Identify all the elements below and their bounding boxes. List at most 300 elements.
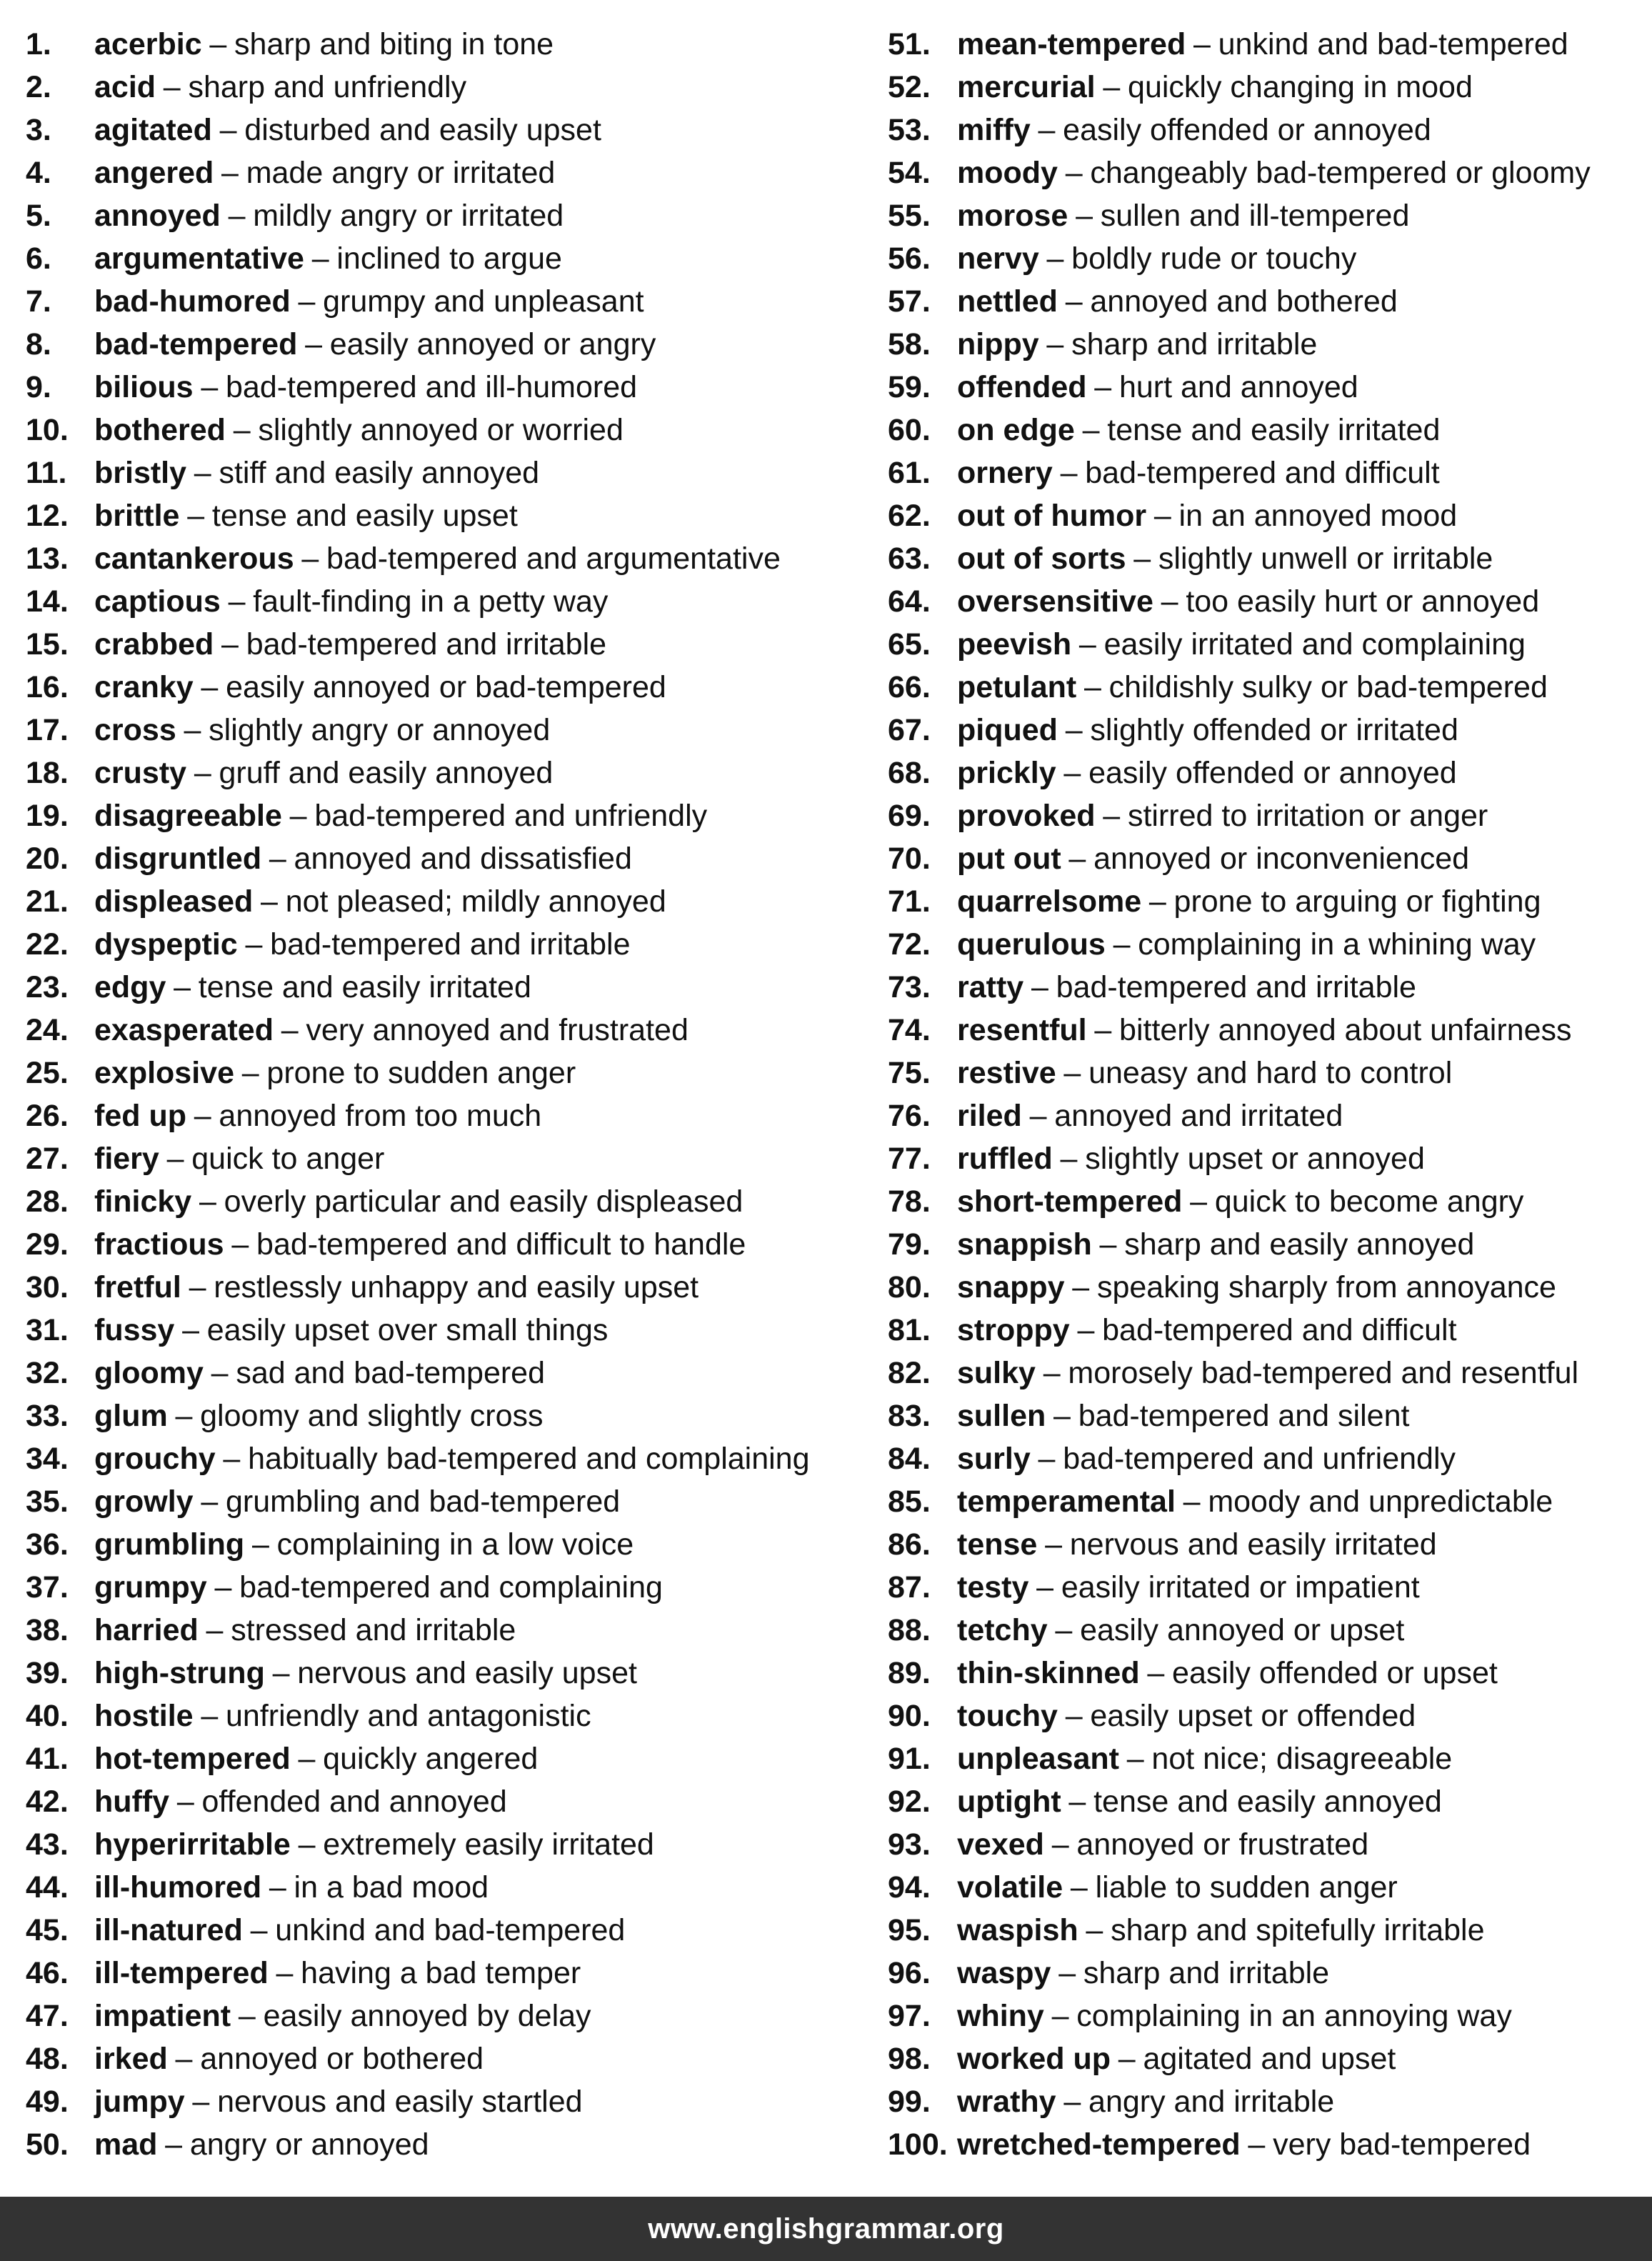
- list-item: [888, 837, 1645, 880]
- item-term: petulant: [957, 670, 1077, 704]
- item-separator: –: [1065, 1699, 1083, 1733]
- item-number: 99.: [888, 2085, 931, 2119]
- item-text: [94, 1394, 544, 1437]
- item-number: 41.: [26, 1742, 69, 1776]
- item-number: 93.: [888, 1827, 931, 1862]
- item-definition: bad-tempered and difficult to handle: [256, 1227, 746, 1262]
- item-separator: –: [1072, 1270, 1090, 1304]
- item-term: worked up: [957, 2042, 1111, 2076]
- item-definition: easily offended or upset: [1172, 1656, 1498, 1690]
- item-definition: stressed and irritable: [231, 1613, 516, 1647]
- item-number: 82.: [888, 1356, 931, 1390]
- list-item: [26, 1480, 883, 1523]
- item-number: 49.: [26, 2085, 69, 2119]
- item-separator: –: [1038, 1442, 1056, 1476]
- item-definition: bad-tempered and irritable: [246, 627, 607, 662]
- item-term: mean-tempered: [957, 27, 1186, 61]
- item-term: waspy: [957, 1956, 1051, 1990]
- item-text: [957, 1394, 1409, 1437]
- item-separator: –: [166, 1142, 184, 1176]
- item-number: 32.: [26, 1356, 69, 1390]
- item-definition: sharp and irritable: [1071, 327, 1318, 361]
- item-text: [957, 752, 1457, 794]
- item-number: 51.: [888, 27, 931, 61]
- list-item: [888, 451, 1645, 494]
- item-separator: –: [298, 1827, 316, 1862]
- item-definition: tense and easily annoyed: [1093, 1785, 1442, 1819]
- item-number: 83.: [888, 1399, 931, 1433]
- item-number: 40.: [26, 1699, 69, 1733]
- list-item: [888, 537, 1645, 580]
- item-separator: –: [1147, 1656, 1165, 1690]
- item-term: wrathy: [957, 2085, 1056, 2119]
- item-text: [94, 1780, 507, 1823]
- item-term: fractious: [94, 1227, 224, 1262]
- item-text: [94, 2080, 583, 2123]
- item-term: finicky: [94, 1184, 192, 1219]
- item-definition: bad-tempered and argumentative: [326, 541, 781, 576]
- item-text: [957, 580, 1539, 623]
- item-text: [957, 923, 1536, 966]
- item-separator: –: [175, 2042, 193, 2076]
- item-term: huffy: [94, 1785, 170, 1819]
- item-text: [94, 709, 550, 752]
- item-number: 13.: [26, 541, 69, 576]
- item-number: 96.: [888, 1956, 931, 1990]
- list-item: [888, 1094, 1645, 1137]
- word-list-column-right: [888, 23, 1645, 2166]
- item-definition: easily annoyed or bad-tempered: [226, 670, 666, 704]
- item-definition: nervous and easily upset: [297, 1656, 637, 1690]
- item-separator: –: [1063, 2085, 1081, 2119]
- item-definition: complaining in an annoying way: [1076, 1999, 1512, 2033]
- item-term: thin-skinned: [957, 1656, 1140, 1690]
- item-text: [957, 237, 1356, 280]
- item-number: 23.: [26, 970, 69, 1004]
- item-term: edgy: [94, 970, 166, 1004]
- item-term: sullen: [957, 1399, 1046, 1433]
- footer-website-link[interactable]: www.englishgrammar.org: [648, 2212, 1004, 2245]
- item-text: [94, 1694, 591, 1737]
- item-text: [957, 2123, 1531, 2166]
- list-item: [888, 237, 1645, 280]
- item-number: 48.: [26, 2042, 69, 2076]
- item-number: 28.: [26, 1184, 69, 1219]
- item-text: [957, 151, 1591, 194]
- item-text: [957, 66, 1473, 109]
- item-number: 66.: [888, 670, 931, 704]
- item-definition: in a bad mood: [294, 1870, 489, 1905]
- item-definition: unkind and bad-tempered: [275, 1913, 626, 1947]
- item-number: 90.: [888, 1699, 931, 1733]
- item-term: offended: [957, 370, 1087, 404]
- item-text: [94, 1523, 634, 1566]
- item-term: cranky: [94, 670, 194, 704]
- item-term: displeased: [94, 884, 254, 919]
- list-item: [26, 1094, 883, 1137]
- item-text: [94, 23, 554, 66]
- list-item: [26, 1523, 883, 1566]
- item-number: 56.: [888, 241, 931, 276]
- item-separator: –: [1031, 970, 1048, 1004]
- item-number: 42.: [26, 1785, 69, 1819]
- list-item: [888, 194, 1645, 237]
- item-separator: –: [289, 799, 307, 833]
- word-list-column-left: [26, 23, 883, 2166]
- item-number: 45.: [26, 1913, 69, 1947]
- item-definition: annoyed and dissatisfied: [294, 842, 632, 876]
- list-item: [26, 109, 883, 151]
- item-term: bad-tempered: [94, 327, 298, 361]
- item-text: [94, 1137, 384, 1180]
- item-separator: –: [201, 670, 219, 704]
- item-number: 21.: [26, 884, 69, 919]
- item-separator: –: [238, 1999, 256, 2033]
- item-number: 80.: [888, 1270, 931, 1304]
- item-definition: nervous and easily irritated: [1069, 1527, 1437, 1562]
- item-term: ill-tempered: [94, 1956, 269, 1990]
- item-number: 15.: [26, 627, 69, 662]
- list-item: [26, 1609, 883, 1652]
- list-item: [888, 2123, 1645, 2166]
- item-text: [957, 623, 1526, 666]
- list-item: [888, 1523, 1645, 1566]
- list-item: [26, 580, 883, 623]
- item-text: [94, 666, 666, 709]
- item-definition: restlessly unhappy and easily upset: [214, 1270, 699, 1304]
- item-separator: –: [1077, 1313, 1095, 1347]
- item-text: [94, 494, 518, 537]
- word-list: [0, 23, 1652, 2162]
- item-separator: –: [221, 156, 239, 190]
- item-text: [957, 537, 1493, 580]
- item-term: cantankerous: [94, 541, 294, 576]
- item-definition: sad and bad-tempered: [236, 1356, 546, 1390]
- list-item: [26, 1566, 883, 1609]
- item-term: ratty: [957, 970, 1024, 1004]
- list-item: [26, 66, 883, 109]
- item-term: snappy: [957, 1270, 1065, 1304]
- item-text: [94, 1480, 620, 1523]
- item-separator: –: [1103, 799, 1121, 833]
- item-term: resentful: [957, 1013, 1087, 1047]
- item-definition: bad-tempered and difficult: [1102, 1313, 1457, 1347]
- item-definition: prone to sudden anger: [266, 1056, 576, 1090]
- item-definition: stiff and easily annoyed: [219, 456, 540, 490]
- item-separator: –: [1099, 1227, 1117, 1262]
- footer-bar: [0, 2197, 1652, 2261]
- item-separator: –: [221, 627, 239, 662]
- item-term: argumentative: [94, 241, 304, 276]
- item-number: 68.: [888, 756, 931, 790]
- item-separator: –: [1068, 842, 1086, 876]
- item-definition: bad-tempered and irritable: [1056, 970, 1416, 1004]
- item-definition: bad-tempered and ill-humored: [225, 370, 638, 404]
- item-text: [94, 1952, 581, 1995]
- item-definition: complaining in a whining way: [1138, 927, 1536, 962]
- item-text: [94, 1094, 541, 1137]
- item-definition: quick to become angry: [1214, 1184, 1524, 1219]
- item-text: [94, 1223, 746, 1266]
- item-separator: –: [276, 1956, 294, 1990]
- item-definition: bad-tempered and unfriendly: [1063, 1442, 1456, 1476]
- item-term: hostile: [94, 1699, 194, 1733]
- item-separator: –: [176, 1785, 194, 1819]
- item-number: 81.: [888, 1313, 931, 1347]
- item-text: [94, 366, 637, 409]
- list-item: [26, 794, 883, 837]
- list-item: [888, 1652, 1645, 1694]
- item-definition: changeably bad-tempered or gloomy: [1090, 156, 1591, 190]
- list-item: [26, 1394, 883, 1437]
- item-number: 84.: [888, 1442, 931, 1476]
- item-definition: extremely easily irritated: [323, 1827, 654, 1862]
- item-term: nervy: [957, 241, 1039, 276]
- item-text: [94, 580, 608, 623]
- list-item: [888, 752, 1645, 794]
- item-text: [94, 1437, 810, 1480]
- item-separator: –: [194, 456, 211, 490]
- list-item: [26, 709, 883, 752]
- list-item: [26, 1309, 883, 1352]
- list-item: [26, 880, 883, 923]
- item-term: waspish: [957, 1913, 1078, 1947]
- item-number: 53.: [888, 113, 931, 147]
- item-separator: –: [1045, 1527, 1063, 1562]
- item-text: [94, 66, 466, 109]
- item-number: 100.: [888, 2127, 948, 2162]
- item-term: exasperated: [94, 1013, 274, 1047]
- item-term: explosive: [94, 1056, 234, 1090]
- list-item: [888, 1309, 1645, 1352]
- item-text: [94, 1352, 545, 1394]
- item-definition: angry or annoyed: [189, 2127, 429, 2162]
- item-definition: slightly annoyed or worried: [258, 413, 624, 447]
- item-term: put out: [957, 842, 1061, 876]
- item-text: [94, 451, 539, 494]
- list-item: [888, 623, 1645, 666]
- item-number: 59.: [888, 370, 931, 404]
- item-term: out of sorts: [957, 541, 1126, 576]
- item-term: short-tempered: [957, 1184, 1183, 1219]
- item-text: [94, 1052, 576, 1094]
- item-definition: tense and easily upset: [211, 499, 518, 533]
- item-number: 64.: [888, 584, 931, 619]
- item-number: 62.: [888, 499, 931, 533]
- item-term: unpleasant: [957, 1742, 1119, 1776]
- list-item: [26, 1223, 883, 1266]
- item-text: [94, 966, 531, 1009]
- item-separator: –: [1029, 1099, 1047, 1133]
- item-separator: –: [1183, 1484, 1201, 1519]
- item-term: tense: [957, 1527, 1038, 1562]
- item-definition: not nice; disagreeable: [1151, 1742, 1453, 1776]
- item-number: 14.: [26, 584, 69, 619]
- item-number: 63.: [888, 541, 931, 576]
- item-term: grumpy: [94, 1570, 207, 1604]
- item-separator: –: [1083, 670, 1101, 704]
- item-term: grumbling: [94, 1527, 245, 1562]
- item-term: ornery: [957, 456, 1053, 490]
- item-term: fussy: [94, 1313, 175, 1347]
- item-number: 61.: [888, 456, 931, 490]
- list-item: [888, 880, 1645, 923]
- item-term: acid: [94, 70, 156, 104]
- item-separator: –: [1193, 27, 1211, 61]
- item-number: 10.: [26, 413, 69, 447]
- item-number: 91.: [888, 1742, 931, 1776]
- item-separator: –: [1076, 199, 1093, 233]
- item-term: fed up: [94, 1099, 186, 1133]
- item-definition: easily annoyed or upset: [1080, 1613, 1405, 1647]
- item-number: 75.: [888, 1056, 931, 1090]
- item-separator: –: [298, 284, 316, 319]
- item-separator: –: [233, 413, 251, 447]
- item-text: [94, 280, 644, 323]
- item-number: 7.: [26, 284, 51, 319]
- list-item: [26, 194, 883, 237]
- item-definition: tense and easily irritated: [1107, 413, 1441, 447]
- item-separator: –: [214, 1570, 232, 1604]
- item-definition: speaking sharply from annoyance: [1096, 1270, 1556, 1304]
- item-separator: –: [269, 1870, 286, 1905]
- item-number: 34.: [26, 1442, 69, 1476]
- item-term: hyperirritable: [94, 1827, 291, 1862]
- item-term: temperamental: [957, 1484, 1176, 1519]
- item-definition: sharp and unfriendly: [188, 70, 467, 104]
- list-item: [888, 1137, 1645, 1180]
- item-text: [957, 2080, 1334, 2123]
- item-text: [94, 623, 606, 666]
- item-term: morose: [957, 199, 1068, 233]
- list-item: [888, 1952, 1645, 1995]
- item-separator: –: [199, 1184, 216, 1219]
- item-text: [957, 666, 1548, 709]
- item-term: irked: [94, 2042, 168, 2076]
- item-definition: slightly upset or annoyed: [1085, 1142, 1425, 1176]
- item-text: [94, 1909, 625, 1952]
- item-text: [94, 880, 666, 923]
- item-text: [957, 1995, 1512, 2037]
- item-term: fretful: [94, 1270, 181, 1304]
- item-term: gloomy: [94, 1356, 204, 1390]
- item-separator: –: [272, 1656, 290, 1690]
- item-definition: morosely bad-tempered and resentful: [1068, 1356, 1579, 1390]
- item-term: piqued: [957, 713, 1058, 747]
- item-number: 31.: [26, 1313, 69, 1347]
- item-text: [957, 1737, 1452, 1780]
- item-text: [957, 1437, 1456, 1480]
- item-text: [957, 366, 1358, 409]
- item-separator: –: [1068, 1785, 1086, 1819]
- item-term: cross: [94, 713, 176, 747]
- item-text: [94, 794, 707, 837]
- item-number: 60.: [888, 413, 931, 447]
- item-number: 74.: [888, 1013, 931, 1047]
- item-text: [957, 1523, 1437, 1566]
- item-separator: –: [261, 884, 278, 919]
- item-term: acerbic: [94, 27, 202, 61]
- item-number: 88.: [888, 1613, 931, 1647]
- list-item: [26, 1652, 883, 1694]
- item-number: 30.: [26, 1270, 69, 1304]
- item-number: 98.: [888, 2042, 931, 2076]
- item-definition: habitually bad-tempered and complaining: [248, 1442, 810, 1476]
- item-definition: sharp and spitefully irritable: [1111, 1913, 1485, 1947]
- item-number: 54.: [888, 156, 931, 190]
- item-definition: annoyed or inconvenienced: [1093, 842, 1470, 876]
- item-term: hot-tempered: [94, 1742, 291, 1776]
- item-separator: –: [1043, 1356, 1061, 1390]
- item-definition: easily annoyed by delay: [263, 1999, 591, 2033]
- item-number: 72.: [888, 927, 931, 962]
- item-text: [957, 1223, 1474, 1266]
- item-text: [94, 837, 632, 880]
- item-term: bothered: [94, 413, 226, 447]
- item-number: 87.: [888, 1570, 931, 1604]
- item-definition: tense and easily irritated: [198, 970, 531, 1004]
- item-number: 79.: [888, 1227, 931, 1262]
- list-item: [26, 1266, 883, 1309]
- item-separator: –: [250, 1913, 268, 1947]
- item-term: testy: [957, 1570, 1029, 1604]
- list-item: [888, 366, 1645, 409]
- item-term: disagreeable: [94, 799, 282, 833]
- item-text: [94, 1180, 743, 1223]
- item-text: [94, 1866, 489, 1909]
- item-separator: –: [219, 113, 237, 147]
- list-item: [26, 1137, 883, 1180]
- item-definition: too easily hurt or annoyed: [1186, 584, 1540, 619]
- item-number: 16.: [26, 670, 69, 704]
- list-item: [888, 109, 1645, 151]
- list-item: [26, 923, 883, 966]
- item-number: 20.: [26, 842, 69, 876]
- item-separator: –: [1078, 627, 1096, 662]
- list-item: [26, 1694, 883, 1737]
- item-term: touchy: [957, 1699, 1058, 1733]
- list-item: [888, 23, 1645, 66]
- list-item: [26, 1009, 883, 1052]
- item-separator: –: [281, 1013, 299, 1047]
- item-term: uptight: [957, 1785, 1061, 1819]
- item-text: [957, 1094, 1343, 1137]
- item-text: [94, 1652, 637, 1694]
- item-term: snappish: [957, 1227, 1092, 1262]
- item-text: [957, 1480, 1553, 1523]
- list-item: [26, 1352, 883, 1394]
- item-text: [957, 1566, 1420, 1609]
- item-text: [957, 1823, 1368, 1866]
- item-separator: –: [175, 1399, 193, 1433]
- item-term: jumpy: [94, 2085, 185, 2119]
- item-number: 6.: [26, 241, 51, 276]
- item-term: prickly: [957, 756, 1056, 790]
- item-separator: –: [301, 541, 319, 576]
- item-term: agitated: [94, 113, 212, 147]
- item-number: 27.: [26, 1142, 69, 1176]
- item-separator: –: [245, 927, 263, 962]
- item-number: 2.: [26, 70, 51, 104]
- list-item: [888, 1609, 1645, 1652]
- item-text: [957, 194, 1409, 237]
- item-separator: –: [1046, 327, 1064, 361]
- item-definition: sharp and biting in tone: [234, 27, 554, 61]
- item-number: 12.: [26, 499, 69, 533]
- item-number: 78.: [888, 1184, 931, 1219]
- item-number: 65.: [888, 627, 931, 662]
- list-item: [26, 494, 883, 537]
